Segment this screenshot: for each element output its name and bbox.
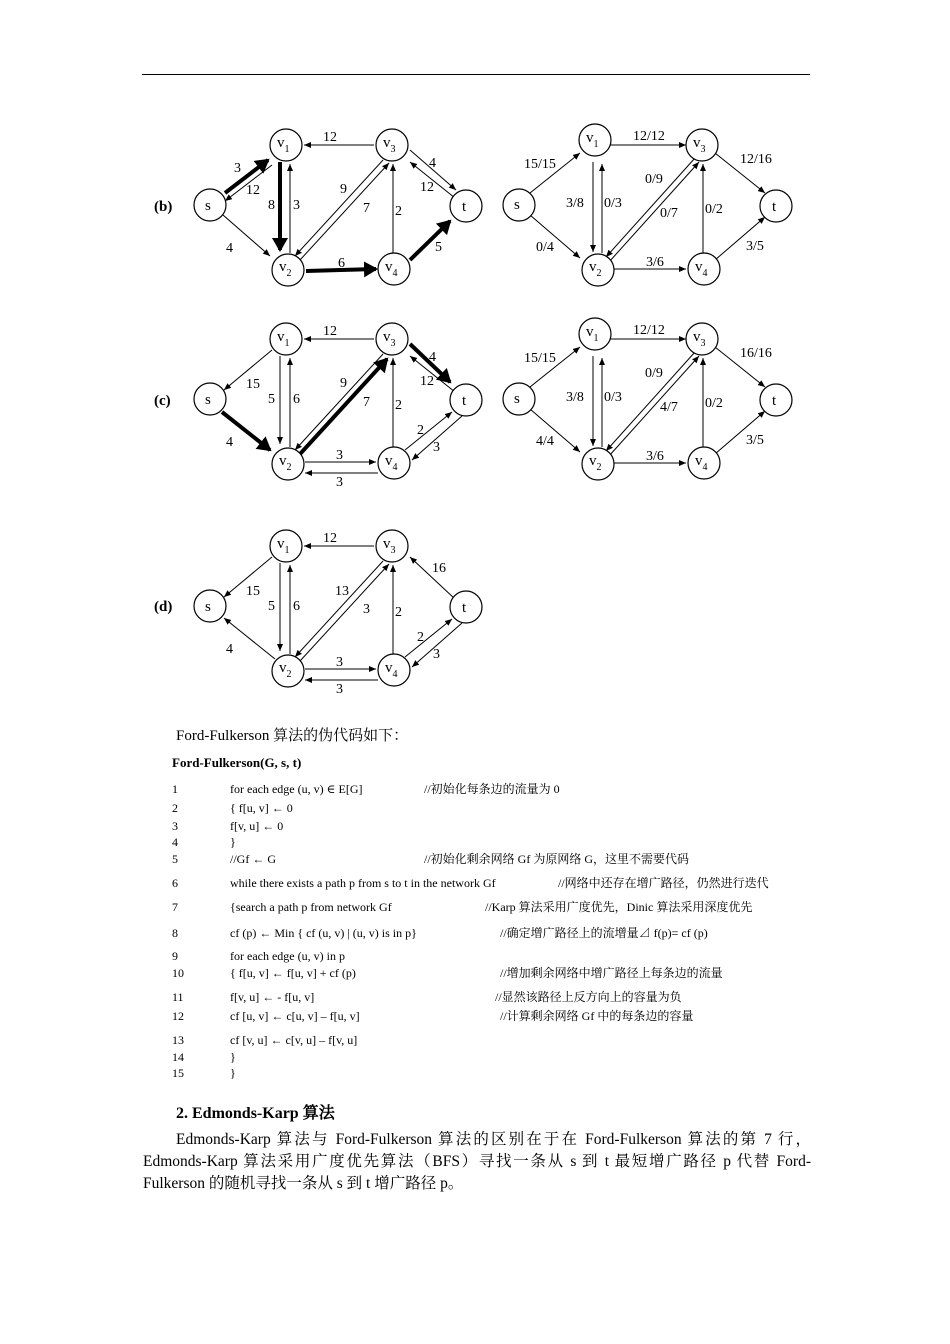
node-label-v2: $v_2$ (279, 259, 292, 279)
edge-v2-v3 (300, 163, 389, 260)
svg-text:7: 7 (363, 395, 370, 410)
svg-text:4/7: 4/7 (660, 400, 678, 415)
svg-text:2: 2 (395, 605, 402, 620)
panel-label-b: (b) (154, 199, 173, 215)
svg-text:s: s (205, 599, 211, 615)
svg-text:5: 5 (268, 599, 275, 614)
edge-label: 5 (435, 240, 442, 255)
node-label-t: t (462, 199, 467, 215)
svg-text:v2: $v_2$ (279, 660, 292, 680)
svg-text:v4: $v_4$ (385, 453, 398, 473)
svg-text:6: 6 (293, 392, 300, 407)
svg-text:13: 13 (335, 584, 349, 599)
svg-text:3/6: 3/6 (646, 449, 664, 464)
svg-text:5: 5 (268, 392, 275, 407)
svg-text:9: 9 (340, 376, 347, 391)
svg-text:4: 4 (226, 435, 233, 450)
svg-text:15/15: 15/15 (524, 351, 556, 366)
svg-text:3: 3 (336, 655, 343, 670)
edge-label: 12 (323, 130, 337, 145)
svg-text:3/8: 3/8 (566, 196, 584, 211)
node-label-v4: $v_4$ (385, 259, 398, 279)
svg-text:v2: $v_2$ (279, 453, 292, 473)
svg-text:16/16: 16/16 (740, 346, 772, 361)
svg-text:0/9: 0/9 (645, 172, 663, 187)
edge-label: 4 (429, 156, 436, 171)
svg-text:3/6: 3/6 (646, 255, 664, 270)
svg-text:3: 3 (336, 448, 343, 463)
edge-label: 4 (226, 241, 233, 256)
svg-text:0/3: 0/3 (604, 196, 622, 211)
svg-text:0/9: 0/9 (645, 366, 663, 381)
svg-text:4: 4 (429, 350, 436, 365)
svg-text:3/8: 3/8 (566, 390, 584, 405)
svg-text:3: 3 (433, 647, 440, 662)
svg-text:15/15: 15/15 (524, 157, 556, 172)
svg-text:3: 3 (336, 475, 343, 490)
svg-text:15: 15 (246, 377, 260, 392)
residual-graph-c (180, 314, 500, 490)
edge-label: 6 (338, 256, 345, 271)
svg-text:s: s (514, 391, 520, 407)
svg-text:4/4: 4/4 (536, 434, 554, 449)
svg-text:2: 2 (395, 398, 402, 413)
svg-text:t: t (772, 393, 777, 409)
svg-text:v3: $v_3$ (383, 329, 396, 349)
svg-text:v4: $v_4$ (695, 453, 708, 473)
svg-text:15: 15 (246, 584, 260, 599)
node-label-v3: $v_3$ (383, 135, 396, 155)
svg-text:12/16: 12/16 (740, 152, 772, 167)
svg-text:12/12: 12/12 (633, 323, 665, 338)
svg-text:2: 2 (417, 423, 424, 438)
svg-text:0/4: 0/4 (536, 240, 554, 255)
body-paragraph: Edmonds-Karp 算法与 Ford-Fulkerson 算法的区别在于在 Ford-Fulkerson 算法的第 7 行，Edmonds-Karp 算法采用广度优先算法（BFS）寻找一条从 s 到 t 最短增广路径 p 代替 Ford-Fulkerson 的随机寻找一条从 s 到 t 增广路径 p。 (143, 1131, 811, 1192)
svg-text:12: 12 (323, 324, 337, 339)
edge-label: 12 (246, 183, 260, 198)
code-title: Ford-Fulkerson(G, s, t) (172, 755, 302, 770)
edge-label: 3 (234, 161, 241, 176)
residual-graph-b (180, 120, 500, 290)
svg-text:v2: $v_2$ (589, 453, 602, 473)
svg-text:v1: $v_1$ (277, 536, 290, 556)
node-label-s: s (205, 198, 211, 214)
svg-text:s: s (514, 197, 520, 213)
flow-graph-b (500, 120, 800, 290)
svg-text:3: 3 (433, 440, 440, 455)
svg-text:v1: $v_1$ (277, 329, 290, 349)
svg-text:0/2: 0/2 (705, 202, 723, 217)
svg-text:t: t (462, 600, 467, 616)
edge-label: 8 (268, 198, 275, 213)
svg-text:v4: $v_4$ (695, 259, 708, 279)
header-rule (142, 74, 810, 75)
svg-text:4: 4 (226, 642, 233, 657)
panel-label-c: (c) (154, 393, 171, 409)
svg-text:v3: $v_3$ (693, 329, 706, 349)
edge-label: 3 (293, 198, 300, 213)
svg-text:3/5: 3/5 (746, 239, 764, 254)
edge-label: 12 (420, 180, 434, 195)
edge-label: 2 (395, 204, 402, 219)
svg-text:3/5: 3/5 (746, 433, 764, 448)
svg-text:v1: $v_1$ (586, 130, 599, 150)
svg-text:v2: $v_2$ (589, 259, 602, 279)
residual-graph-d (180, 521, 500, 697)
svg-text:12/12: 12/12 (633, 129, 665, 144)
panel-label-d: (d) (154, 599, 173, 615)
section-title: 2. Edmonds-Karp 算法 (176, 1105, 335, 1122)
pseudocode-intro: Ford-Fulkerson 算法的伪代码如下： (176, 728, 409, 744)
edge-v4-t (410, 221, 450, 260)
edge-label: 7 (363, 201, 370, 216)
svg-text:v3: $v_3$ (693, 135, 706, 155)
svg-text:v4: $v_4$ (385, 660, 398, 680)
svg-text:6: 6 (293, 599, 300, 614)
svg-text:2: 2 (417, 630, 424, 645)
edge-label: 9 (340, 182, 347, 197)
svg-text:s: s (205, 392, 211, 408)
svg-text:0/2: 0/2 (705, 396, 723, 411)
svg-text:12: 12 (420, 374, 434, 389)
svg-text:0/3: 0/3 (604, 390, 622, 405)
svg-text:16: 16 (432, 561, 446, 576)
svg-text:12: 12 (323, 531, 337, 546)
flow-graph-c (500, 314, 800, 484)
svg-text:t: t (772, 199, 777, 215)
svg-text:v3: $v_3$ (383, 536, 396, 556)
svg-text:3: 3 (363, 602, 370, 617)
svg-text:3: 3 (336, 682, 343, 697)
svg-text:t: t (462, 393, 467, 409)
svg-text:0/7: 0/7 (660, 206, 678, 221)
node-label-v1: $v_1$ (277, 135, 290, 155)
svg-text:v1: $v_1$ (586, 324, 599, 344)
